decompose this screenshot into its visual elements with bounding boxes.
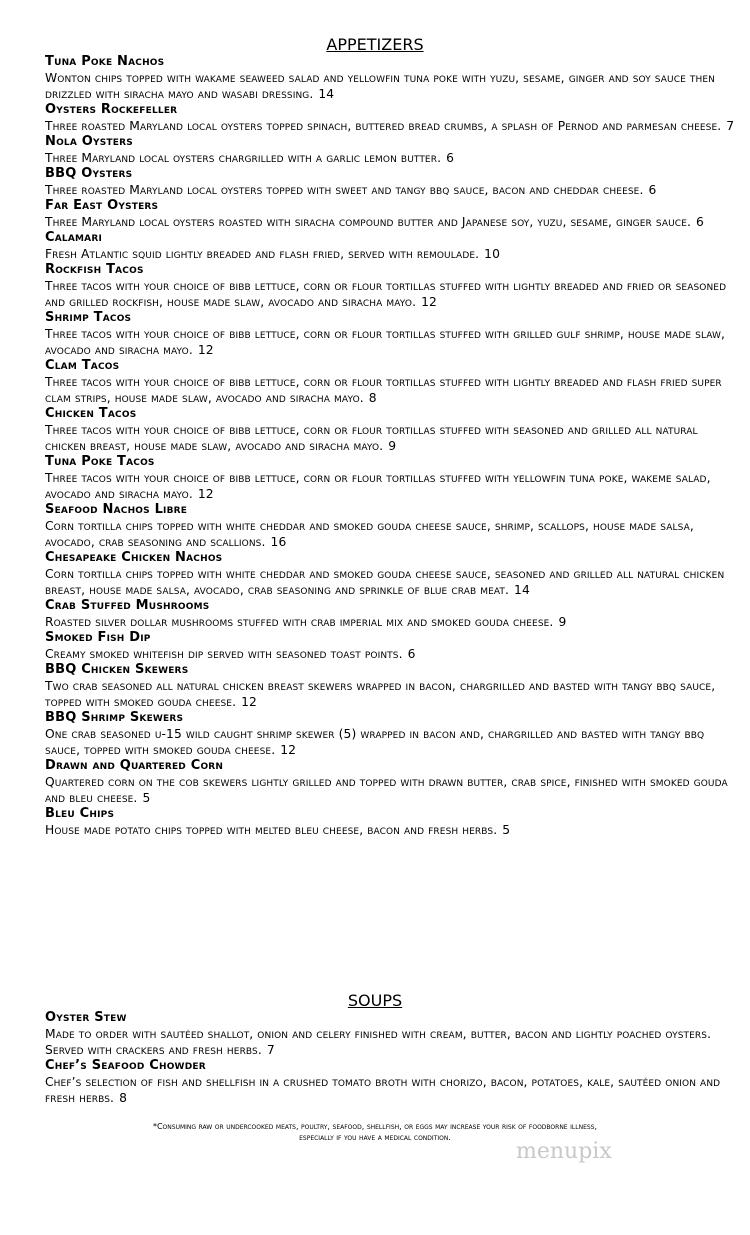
- menu-item-name: Oyster Stew: [45, 1010, 127, 1025]
- menu-item: [45, 102, 735, 134]
- menu-item-description-text: One crab seasoned u-15 wild caught shrimp skewer (5) wrapped in bacon and, chargrilled and basted with tangy bbq sauce, topped with smoked gouda cheese.: [45, 727, 705, 757]
- menu-item-name: Chesapeake Chicken Nachos: [45, 550, 223, 565]
- menu-item-name: Far East Oysters: [45, 198, 159, 213]
- consumer-advisory-footnote: [0, 1121, 750, 1143]
- soups-section: [0, 992, 750, 1106]
- menu-item-price: 8: [368, 391, 377, 405]
- menu-item-description-text: Corn tortilla chips topped with white cheddar and smoked gouda cheese sauce, shrimp, scallops, house made salsa, avocado, crab seasoning and scallions.: [45, 519, 694, 549]
- menu-item-name: Rockfish Tacos: [45, 262, 144, 277]
- menu-item-description-text: Three Maryland local oysters roasted with siracha compound butter and Japanese soy, yuzu, sesame, ginger sauce.: [45, 215, 691, 229]
- menu-item: [45, 550, 735, 598]
- menu-item: [45, 310, 735, 358]
- menu-item-description-text: Three Maryland local oysters chargrilled with a garlic lemon butter.: [45, 151, 442, 165]
- soups-list: [45, 1010, 735, 1106]
- menu-item-price: 12: [280, 743, 297, 757]
- menu-item-name: Calamari: [45, 230, 103, 245]
- menu-item: [45, 662, 735, 710]
- menu-item-description-text: Creamy smoked whitefish dip served with seasoned toast points.: [45, 647, 403, 661]
- menu-item-name: Shrimp Tacos: [45, 310, 132, 325]
- menu-item-description-text: Three tacos with your choice of bibb lettuce, corn or flour tortillas stuffed with lightly breaded and flash fried super clam strips, house made slaw, avocado and siracha mayo.: [45, 375, 722, 405]
- menu-item: [45, 1058, 735, 1106]
- menu-item-description-text: Chef’s selection of fish and shellfish in a crushed tomato broth with chorizo, bacon, potatoes, kale, sautéed onion and fresh herbs.: [45, 1075, 721, 1105]
- menu-item-name: Nola Oysters: [45, 134, 133, 149]
- menu-item-description: [45, 1026, 735, 1058]
- menu-item-price: 16: [270, 535, 287, 549]
- menu-item: [45, 166, 735, 198]
- menu-item-price: 7: [726, 119, 735, 133]
- menu-item-description: [45, 678, 735, 710]
- menu-item: [45, 262, 735, 310]
- menu-item-name: Chicken Tacos: [45, 406, 137, 421]
- menu-item-description: [45, 422, 735, 454]
- menu-item-description-text: Roasted silver dollar mushrooms stuffed with crab imperial mix and smoked gouda cheese.: [45, 615, 554, 629]
- menu-item: [45, 758, 735, 806]
- menu-item-description: [45, 118, 735, 134]
- menu-item-description: [45, 246, 735, 262]
- menu-item-name: Smoked Fish Dip: [45, 630, 151, 645]
- appetizers-title: APPETIZERS: [326, 35, 424, 54]
- menu-item-price: 6: [696, 215, 704, 229]
- menu-item-price: 12: [197, 487, 214, 501]
- menu-item-description-text: Two crab seasoned all natural chicken breast skewers wrapped in bacon, chargrilled and basted with tangy bbq sauce, topped with smoked gouda cheese.: [45, 679, 716, 709]
- menu-item-name: Clam Tacos: [45, 358, 120, 373]
- menu-item-price: 6: [446, 151, 455, 165]
- menu-item-price: 14: [514, 583, 530, 597]
- menu-item: [45, 358, 735, 406]
- menu-item-name: Crab Stuffed Mushrooms: [45, 598, 210, 613]
- menu-item-description: [45, 374, 735, 406]
- menu-item-description-text: Three tacos with your choice of bibb lettuce, corn or flour tortillas stuffed with seasoned and grilled all natural chicken breast, house made slaw, avocado and siracha mayo.: [45, 423, 698, 453]
- menu-item-name: BBQ Oysters: [45, 166, 133, 181]
- menu-item: [45, 1010, 735, 1058]
- menu-item-name: BBQ Shrimp Skewers: [45, 710, 184, 725]
- menu-item-description-text: Three tacos with your choice of bibb lettuce, corn or flour tortillas stuffed with grilled gulf shrimp, house made slaw, avocado and siracha mayo.: [45, 327, 726, 357]
- menu-item: [45, 598, 735, 630]
- menu-item-description: [45, 566, 735, 598]
- menu-item: [45, 806, 735, 838]
- menupix-watermark: menupix: [516, 1139, 612, 1164]
- menu-item-name: Seafood Nachos Libre: [45, 502, 188, 517]
- menu-item-price: 6: [648, 183, 657, 197]
- menu-item-description-text: Corn tortilla chips topped with white cheddar and smoked gouda cheese sauce, seasoned and grilled all natural chicken breast, house made salsa, avocado, crab seasoning and sprinkle of blue crab meat.: [45, 567, 725, 597]
- menu-item-price: 8: [119, 1091, 127, 1105]
- footnote-line-2: especially if you have a medical condition.: [299, 1133, 451, 1142]
- menu-item-description: [45, 822, 735, 838]
- menu-item-price: 12: [241, 695, 257, 709]
- menu-item-price: 12: [197, 343, 214, 357]
- menu-item-name: Bleu Chips: [45, 806, 115, 821]
- menu-item-description-text: Fresh Atlantic squid lightly breaded and flash fried, served with remoulade.: [45, 247, 480, 261]
- menu-item-description: [45, 470, 735, 502]
- menu-item-description: [45, 150, 735, 166]
- menu-item: [45, 406, 735, 454]
- menu-item-description: [45, 518, 735, 550]
- menu-item-name: Drawn and Quartered Corn: [45, 758, 224, 773]
- menu-item-description: [45, 214, 735, 230]
- menu-item-description: [45, 278, 735, 310]
- menu-item-price: 6: [407, 647, 416, 661]
- menu-item-description-text: House made potato chips topped with melted bleu cheese, bacon and fresh herbs.: [45, 823, 498, 837]
- menu-item-description: [45, 1074, 735, 1106]
- menu-item-price: 9: [388, 439, 397, 453]
- soups-title: SOUPS: [347, 991, 403, 1010]
- appetizers-list: [45, 54, 735, 838]
- menu-item-price: 5: [502, 823, 511, 837]
- menu-item: [45, 710, 735, 758]
- menu-item: [45, 230, 735, 262]
- menu-item-description-text: Wonton chips topped with wakame seaweed salad and yellowfin tuna poke with yuzu, sesame, ginger and soy sauce then drizzled with siracha mayo and wasabi dressing.: [45, 71, 715, 101]
- menu-item: [45, 198, 735, 230]
- menu-item-name: Tuna Poke Nachos: [45, 54, 165, 69]
- menu-item-description-text: Made to order with sautéed shallot, onion and celery finished with cream, butter, bacon and lightly poached oysters. Served with crackers and fresh herbs.: [45, 1027, 712, 1057]
- menu-item-description: [45, 326, 735, 358]
- menu-item-price: 14: [318, 87, 335, 101]
- menu-item: [45, 502, 735, 550]
- menu-item-description: [45, 774, 735, 806]
- footnote-line-1: *Consuming raw or undercooked meats, poultry, seafood, shellfish, or eggs may increase your risk of foodborne illness,: [152, 1122, 598, 1131]
- menu-item-description-text: Three roasted Maryland local oysters topped spinach, buttered bread crumbs, a splash of Pernod and parmesan cheese.: [45, 119, 722, 133]
- menu-item-price: 7: [266, 1043, 275, 1057]
- menu-item-description-text: Three tacos with your choice of bibb lettuce, corn or flour tortillas stuffed with lightly breaded and fried or seasoned and grilled rockfish, house made slaw, avocado and siracha mayo.: [45, 279, 727, 309]
- menu-item-name: Oysters Rockefeller: [45, 102, 178, 117]
- menu-item-description: [45, 70, 735, 102]
- menu-item-description: [45, 646, 735, 662]
- menu-item-description: [45, 614, 735, 630]
- menu-item: [45, 54, 735, 102]
- menu-item: [45, 630, 735, 662]
- menu-item: [45, 454, 735, 502]
- menu-item: [45, 134, 735, 166]
- menu-item-name: BBQ Chicken Skewers: [45, 662, 189, 677]
- menu-item-description-text: Three roasted Maryland local oysters topped with sweet and tangy bbq sauce, bacon and cheddar cheese.: [45, 183, 644, 197]
- menu-item-name: Chef’s Seafood Chowder: [45, 1058, 206, 1073]
- menu-item-description-text: Quartered corn on the cob skewers lightly grilled and topped with drawn butter, crab spice, finished with smoked gouda and bleu cheese.: [45, 775, 728, 805]
- menu-item-description: [45, 182, 735, 198]
- appetizers-section: [0, 36, 750, 838]
- menu-item-description-text: Three tacos with your choice of bibb lettuce, corn or flour tortillas stuffed with yellowfin tuna poke, wakeme salad, avocado and siracha mayo.: [45, 471, 711, 501]
- menu-item-price: 5: [142, 791, 151, 805]
- menu-item-price: 12: [421, 295, 437, 309]
- menu-item-name: Tuna Poke Tacos: [45, 454, 155, 469]
- menu-item-description: [45, 726, 735, 758]
- menu-item-price: 10: [484, 247, 501, 261]
- menu-item-price: 9: [558, 615, 567, 629]
